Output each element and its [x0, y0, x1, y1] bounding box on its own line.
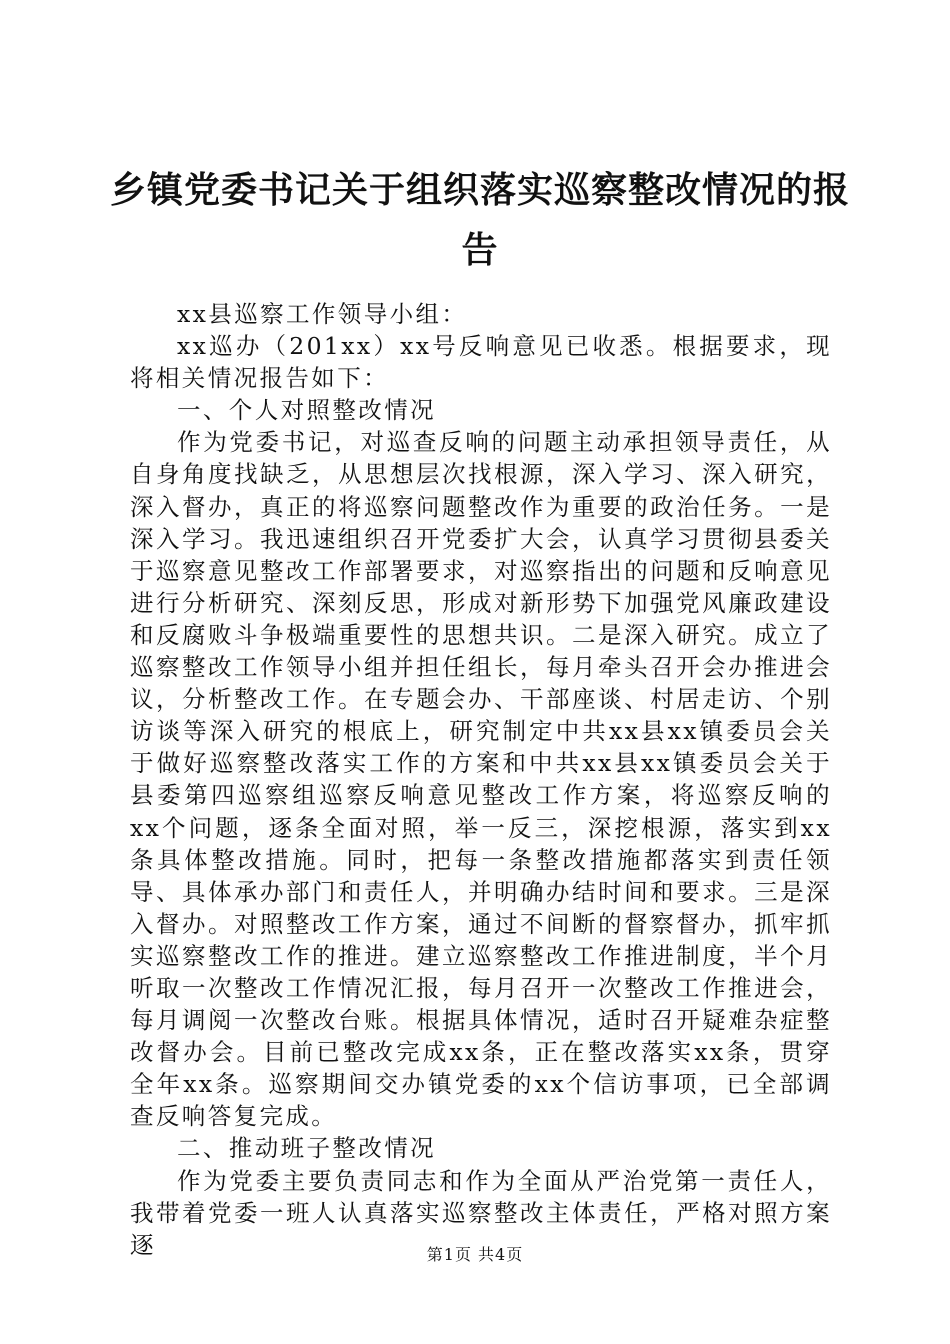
document-title: 乡镇党委书记关于组织落实巡察整改情况的报告 — [110, 169, 851, 271]
intro-paragraph: xx巡办（201xx）xx号反响意见已收悉。根据要求，现将相关情况报告如下： — [130, 332, 832, 393]
section-heading-1: 一、个人对照整改情况 — [177, 396, 436, 425]
body-paragraph: 作为党委主要负责同志和作为全面从严治党第一责任人，我带着党委一班人认真落实巡察整改主体责任，严格对照方案逐 — [130, 1166, 832, 1259]
page-number-footer: 第1页 共4页 — [426, 1245, 524, 1264]
document-body — [130, 298, 832, 1261]
body-paragraph: 作为党委书记，对巡查反响的问题主动承担领导责任，从自身角度找缺乏，从思想层次找根源，深入学习、深入研究，深入督办，真正的将巡察问题整改作为重要的政治任务。一是深入学习。我迅速组织召开党委扩大会，认真学习贯彻县委关于巡察意见整改工作部署要求，对巡察指出的问题和反响意见进行分析研究、深刻反思，形成对新形势下加强党风廉政建设和反腐败斗争极端重要性的思想共识。二是深入研究。成立了巡察整改工作领导小组并担任组长，每月牵头召开会办推进会议，分析整改工作。在专题会办、干部座谈、村居走访、个别访谈等深入研究的根底上，研究制定中共xx县xx镇委员会关于做好巡察整改落实工作的方案和中共xx县xx镇委员会关于县委第四巡察组巡察反响意见整改工作方案，将巡察反响的xx个问题，逐条全面对照，举一反三，深挖根源，落实到xx条具体整改措施。同时，把每一条整改措施都落实到责任领导、具体承办部门和责任人，并明确办结时间和要求。三是深入督办。对照整改工作方案，通过不间断的督察督办，抓牢抓实巡察整改工作的推进。建立巡察整改工作推进制度，半个月听取一次整改工作情况汇报，每月召开一次整改工作推进会，每月调阅一次整改台账。根据具体情况，适时召开疑难杂症整改督办会。目前已整改完成xx条，正在整改落实xx条，贯穿全年xx条。巡察期间交办镇党委的xx个信访事项，已全部调查反响答复完成。 — [130, 428, 832, 1131]
section-heading-2: 二、推动班子整改情况 — [177, 1134, 436, 1163]
salutation: xx县巡察工作领导小组： — [177, 300, 468, 328]
